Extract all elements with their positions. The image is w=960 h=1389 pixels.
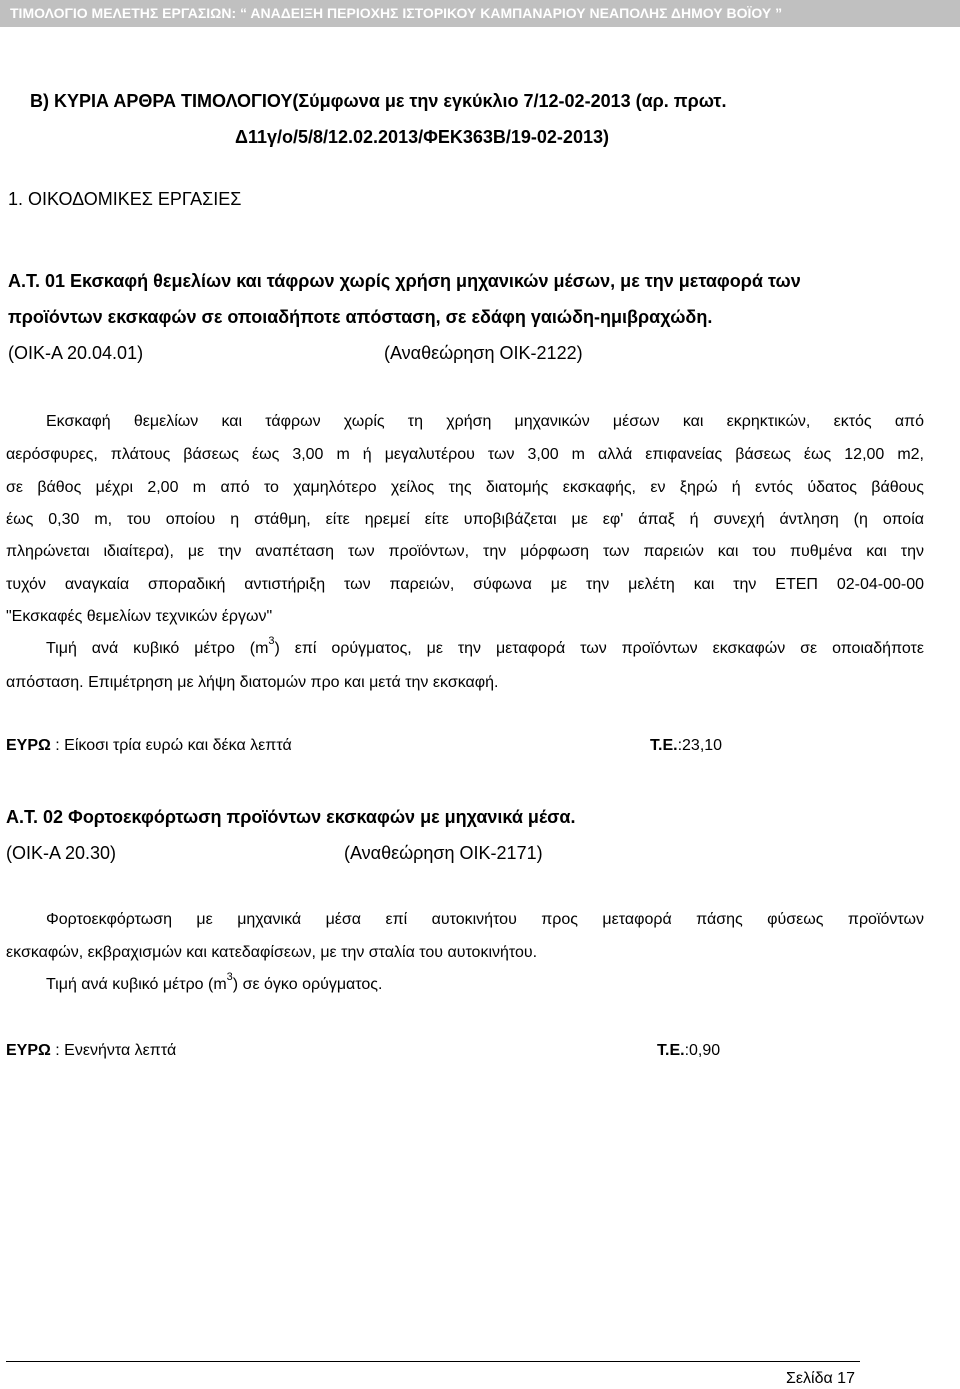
unit-exponent: 3 xyxy=(226,970,233,983)
article-1-desc-line: σε βάθος μέχρι 2,00 m από το χαμηλότερο χείλος της διατομής εκσκαφής, εν ξηρώ ή εντός ύδατος βάθους xyxy=(6,479,924,496)
te-value: :23,10 xyxy=(677,737,723,754)
article-1-code: (ΟΙΚ-Α 20.04.01) xyxy=(8,343,144,363)
running-header: ΤΙΜΟΛΟΓΙΟ ΜΕΛΕΤΗΣ ΕΡΓΑΣΙΩΝ: “ ΑΝΑΔΕΙΞΗ ΠΕΡΙΟΧΗΣ ΙΣΤΟΡΙΚΟΥ ΚΑΜΠΑΝΑΡΙΟΥ ΝΕΑΠΟΛΗΣ ΔΗΜΟΥ ΒΟΪΟΥ ” xyxy=(0,0,960,27)
article-1-unit-price-line2: απόσταση. Επιμέτρηση με λήψη διατομών προ και μετά την εκσκαφή. xyxy=(6,674,499,691)
unit-price-text: Τιμή ανά κυβικό μέτρο (m xyxy=(46,976,227,993)
article-1-desc-line: "Εκσκαφές θεμελίων τεχνικών έργων" xyxy=(6,608,273,625)
article-2-code: (ΟΙΚ-Α 20.30) xyxy=(6,843,117,863)
unit-exponent: 3 xyxy=(268,634,275,647)
article-1-revision: (Αναθεώρηση ΟΙΚ-2122) xyxy=(384,343,583,363)
section-subtitle: 1. ΟΙΚΟΔΟΜΙΚΕΣ ΕΡΓΑΣΙΕΣ xyxy=(8,189,242,209)
article-1-title-line1: Α.Τ. 01 Εκσκαφή θεμελίων και τάφρων χωρίς χρήση μηχανικών μέσων, με την μεταφορά των xyxy=(8,271,801,291)
unit-price-text: ) επί ορύγματος, με την μεταφορά των προϊόντων εκσκαφών σε οποιαδήποτε xyxy=(274,640,925,657)
section-title-line2: Δ11γ/ο/5/8/12.02.2013/ΦΕΚ363Β/19-02-2013) xyxy=(235,127,609,147)
euro-label: ΕΥΡΩ xyxy=(6,737,51,754)
article-2-revision: (Αναθεώρηση ΟΙΚ-2171) xyxy=(344,843,543,863)
te-label: Τ.Ε. xyxy=(657,1042,685,1059)
article-1-title-line2: προϊόντων εκσκαφών σε οποιαδήποτε απόσταση, σε εδάφη γαιώδη-ημιβραχώδη. xyxy=(8,307,713,327)
euro-text: : Είκοσι τρία ευρώ και δέκα λεπτά xyxy=(50,737,292,754)
article-1-price-words xyxy=(6,736,292,756)
article-1-desc-line: έως 0,30 m, του οποίου η στάθμη, είτε ηρεμεί είτε υποβιβάζεται με εφ' άπαξ ή συνεχή άντληση (η οποία xyxy=(6,511,924,528)
euro-label: ΕΥΡΩ xyxy=(6,1042,51,1059)
article-1-unit-price xyxy=(6,634,925,659)
article-1-desc-line: αερόσφυρες, πλάτους βάσεως έως 3,00 m ή μεγαλυτέρου των 3,00 m αλλά επιφανείας βάσεως έως 12,00 m2, xyxy=(6,446,924,463)
article-1-desc-line: τυχόν αναγκαία σποραδική αντιστήριξη των παρειών, σύφωνα με την μελέτη και την ΕΤΕΠ 02-04-00-00 xyxy=(6,576,924,593)
unit-price-text: ) σε όγκο ορύγματος. xyxy=(232,976,383,993)
article-2-title-line1: Α.Τ. 02 Φορτοεκφόρτωση προϊόντων εκσκαφών με μηχανικά μέσα. xyxy=(6,807,576,827)
article-1-desc-line: πληρώνεται ιδιαίτερα), με την αναπέταση των προϊόντων, την μόρφωση των παρειών και του πυθμένα και την xyxy=(6,543,924,560)
article-2-desc-line: Φορτοεκφόρτωση με μηχανικά μέσα επί αυτοκινήτου προς μεταφορά πάσης φύσεως προϊόντων xyxy=(46,911,924,928)
page-number: Σελίδα 17 xyxy=(786,1370,855,1387)
te-label: Τ.Ε. xyxy=(650,737,678,754)
article-1-desc-line: Εκσκαφή θεμελίων και τάφρων χωρίς τη χρήση μηχανικών μέσων και εκρηκτικών, εκτός από xyxy=(46,413,924,430)
section-title-line1: Β) ΚΥΡΙΑ ΑΡΘΡΑ ΤΙΜΟΛΟΓΙΟΥ(Σύμφωνα με την εγκύκλιο 7/12-02-2013 (αρ. πρωτ. xyxy=(30,91,727,111)
footer-divider xyxy=(6,1361,860,1362)
euro-text: : Ενενήντα λεπτά xyxy=(50,1042,177,1059)
article-1-price-value xyxy=(650,736,722,756)
article-2-price-value xyxy=(657,1041,720,1061)
article-2-desc-line: εκσκαφών, εκβραχισμών και κατεδαφίσεων, με την σταλία του αυτοκινήτου. xyxy=(6,944,538,961)
te-value: :0,90 xyxy=(684,1042,721,1059)
unit-price-text: Τιμή ανά κυβικό μέτρο (m xyxy=(46,640,269,657)
article-2-price-words xyxy=(6,1041,176,1061)
article-2-unit-price xyxy=(46,970,383,995)
